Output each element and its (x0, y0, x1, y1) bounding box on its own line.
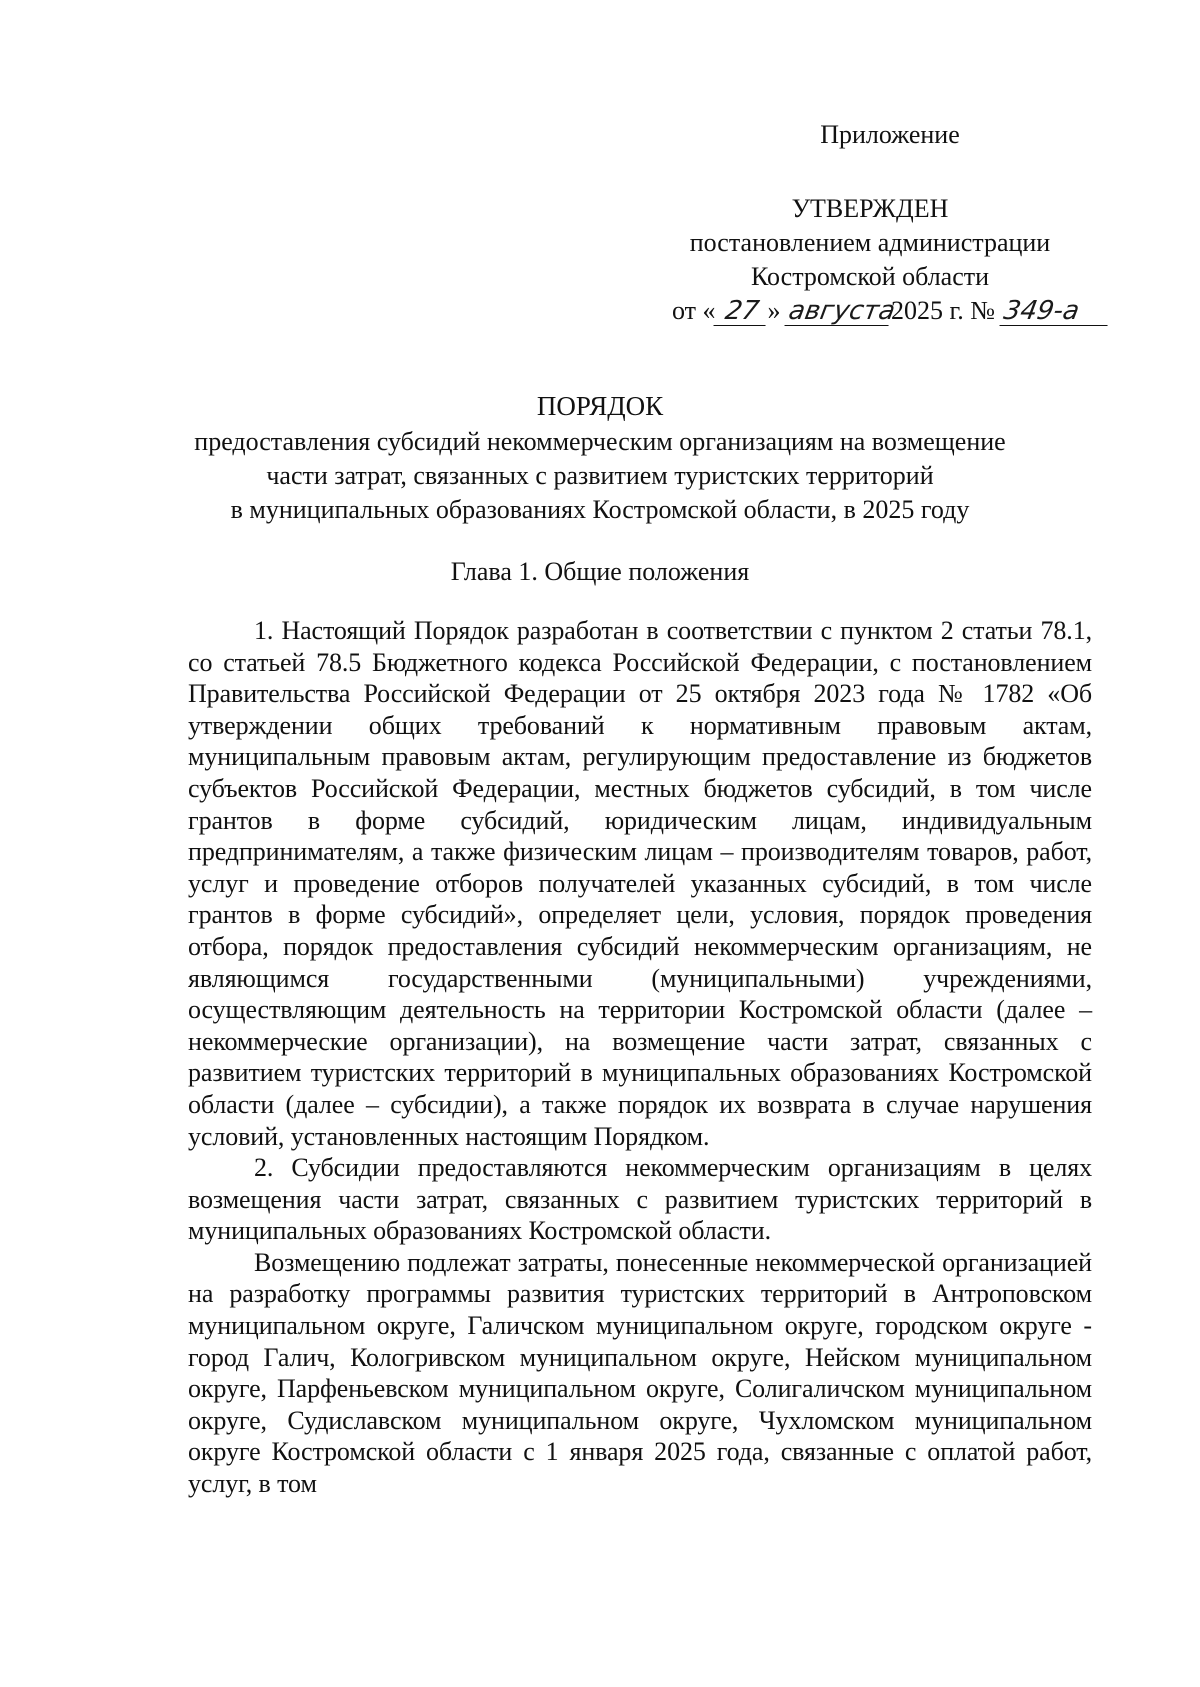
document-subtitle-line1: предоставления субсидий некоммерческим организациям на возмещение (194, 427, 1006, 456)
chapter-heading: Глава 1. Общие положения (450, 557, 750, 586)
paragraph-2: 2. Субсидии предоставляются некоммерческим организациям в целях возмещения части затрат, связанных с развитием туристских территорий в муниципальных образованиях Костромской области. (188, 1153, 1092, 1246)
appendix-label (760, 118, 1020, 152)
document-subtitle-line3: в муниципальных образованиях Костромской области, в 2025 году (230, 495, 970, 524)
document-title-block (150, 389, 1050, 527)
paragraph-1: 1. Настоящий Порядок разработан в соответствии с пунктом 2 статьи 78.1, со статьей 78.5 Бюджетного кодекса Российской Федерации, с постановлением Правительства Российской Федерации от 25 октября 2023 года № 1782 «Об утверждении общих требований к нормативным правовым актам, муниципальным правовым актам, регулирующим предоставление из бюджетов субъектов Российской Федерации, местных бюджетов субсидий, в том числе грантов в форме субсидий, юридическим лицам, индивидуальным предпринимателям, а также физическим лицам – производителям товаров, работ, услуг и проведение отборов получателей указанных субсидий, в том числе грантов в форме субсидий», определяет цели, условия, порядок проведения отбора, порядок предоставления субсидий некоммерческим организациям, не являющимся государственными (муниципальными) учреждениями, осуществляющим деятельность на территории Костромской области (далее – некоммерческие организации), на возмещение части затрат, связанных с развитием туристских территорий в муниципальных образованиях Костромской области (далее – субсидии), а также порядок их возврата в случае нарушения условий, установленных настоящим Порядком. (188, 616, 1092, 1151)
handwritten-month: августа (786, 296, 898, 326)
approval-date-line (620, 294, 1120, 328)
appendix-text: Приложение (820, 120, 960, 149)
date-prefix: от « (672, 296, 716, 325)
handwritten-doc-number: 349-а (999, 297, 1112, 326)
date-mid: » (767, 296, 781, 325)
document-subtitle-line2: части затрат, связанных с развитием туристских территорий (266, 461, 934, 490)
document-title: ПОРЯДОК (536, 391, 664, 421)
approved-by-line1: постановлением администрации (689, 228, 1051, 257)
approval-stamp (620, 192, 1120, 328)
paragraph-3: Возмещению подлежат затраты, понесенные некоммерческой организацией на разработку программы развития туристских территорий в Антроповском муниципальном округе, Галичском муниципальном округе, городском округе - город Галич, Кологривском муниципальном округе, Нейском муниципальном округе, Парфеньевском муниципальном округе, Солигаличском муниципальном округе, Судиславском муниципальном округе, Чухломском муниципальном округе Костромской области с 1 января 2025 года, связанные с оплатой работ, услуг, в том (188, 1247, 1092, 1499)
document-body (188, 615, 1092, 1500)
date-year: 2025 г. № (891, 296, 996, 325)
approved-heading: УТВЕРЖДЕН (791, 194, 949, 223)
handwritten-day: 27 (713, 297, 770, 326)
approved-by-line2: Костромской области (750, 262, 990, 291)
